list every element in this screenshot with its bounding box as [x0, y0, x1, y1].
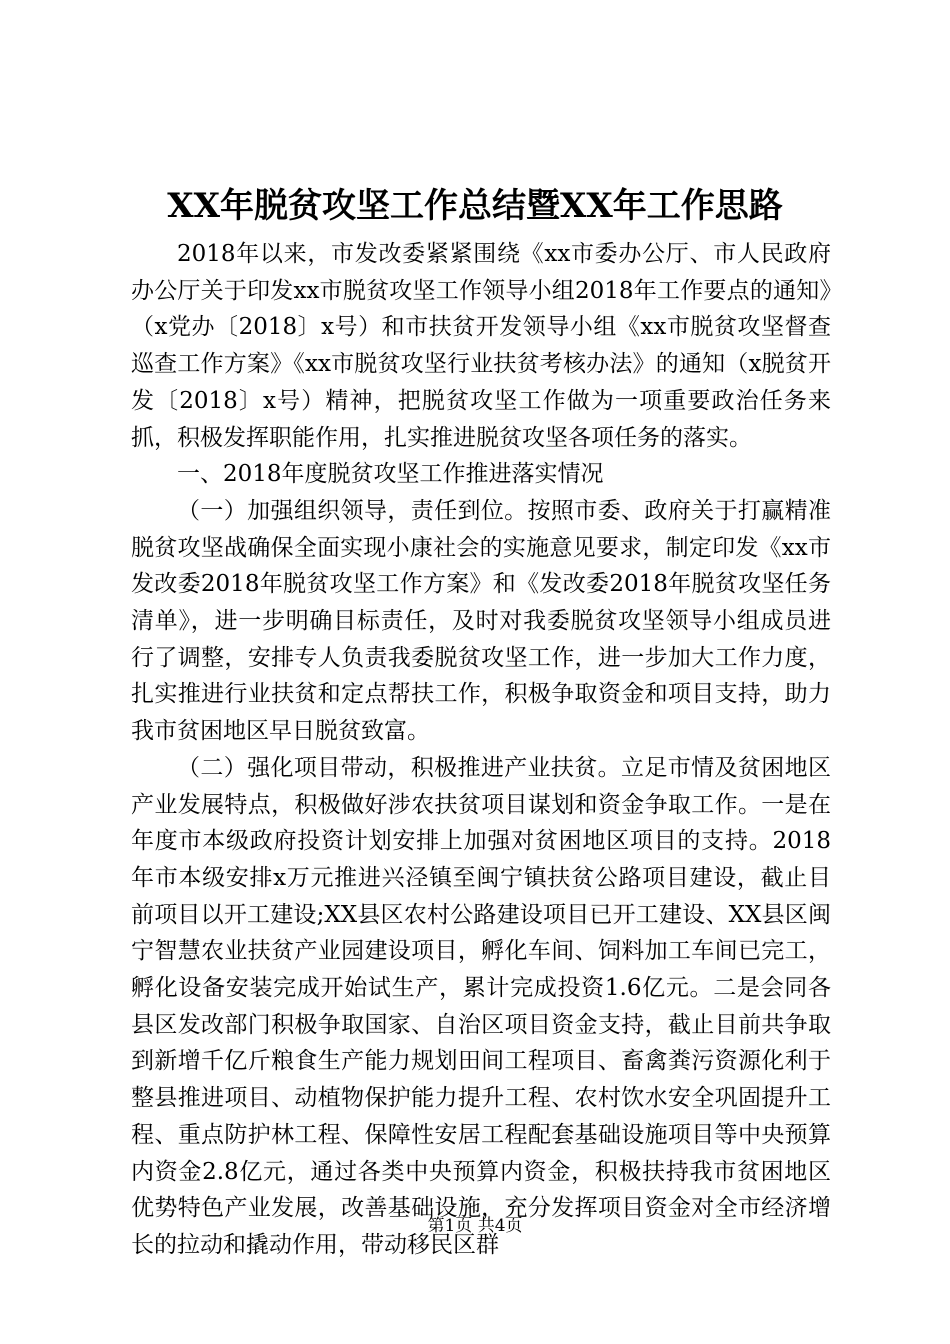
subsection-2-paragraph: （二）强化项目带动，积极推进产业扶贫。立足市情及贫困地区产业发展特点，积极做好涉农扶贫项目谋划和资金争取工作。一是在年度市本级政府投资计划安排上加强对贫困地区项目的支持。2018年市本级安排x万元推进兴泾镇至闽宁镇扶贫公路项目建设，截止目前项目以开工建设;XX县区农村公路建设项目已开工建设、XX县区闽宁智慧农业扶贫产业园建设项目，孵化车间、饲料加工车间已完工，孵化设备安装完成开始试生产，累计完成投资1.6亿元。二是会同各县区发改部门积极争取国家、自治区项目资金支持，截止目前共争取到新增千亿斤粮食生产能力规划田间工程项目、畜禽粪污资源化利于整县推进项目、动植物保护能力提升工程、农村饮水安全巩固提升工程、重点防护林工程、保障性安居工程配套基础设施项目等中央预算内资金2.8亿元，通过各类中央预算内资金，积极扶持我市贫困地区优势特色产业发展，改善基础设施，充分发挥项目资金对全市经济增长的拉动和撬动作用，带动移民区群	[131, 754, 831, 1258]
page-footer: 第1页 共4页	[427, 1216, 523, 1236]
document-body	[131, 236, 831, 1264]
intro-paragraph: 2018年以来，市发改委紧紧围绕《xx市委办公厅、市人民政府办公厅关于印发xx市脱贫攻坚工作领导小组2018年工作要点的通知》（x党办〔2018〕x号）和市扶贫开发领导小组《xx市脱贫攻坚督查巡查工作方案》《xx市脱贫攻坚行业扶贫考核办法》的通知（x脱贫开发〔2018〕x号）精神，把脱贫攻坚工作做为一项重要政治任务来抓，积极发挥职能作用，扎实推进脱贫攻坚各项任务的落实。	[131, 241, 831, 451]
section-heading: 一、2018年度脱贫攻坚工作推进落实情况	[177, 461, 604, 488]
document-title: XX年脱贫攻坚工作总结暨XX年工作思路	[167, 186, 783, 226]
subsection-1-paragraph: （一）加强组织领导，责任到位。按照市委、政府关于打赢精准脱贫攻坚战确保全面实现小康社会的实施意见要求，制定印发《xx市发改委2018年脱贫攻坚工作方案》和《发改委2018年脱贫攻坚任务清单》，进一步明确目标责任，及时对我委脱贫攻坚领导小组成员进行了调整，安排专人负责我委脱贫攻坚工作，进一步加大工作力度，扎实推进行业扶贫和定点帮扶工作，积极争取资金和项目支持，助力我市贫困地区早日脱贫致富。	[131, 497, 831, 745]
